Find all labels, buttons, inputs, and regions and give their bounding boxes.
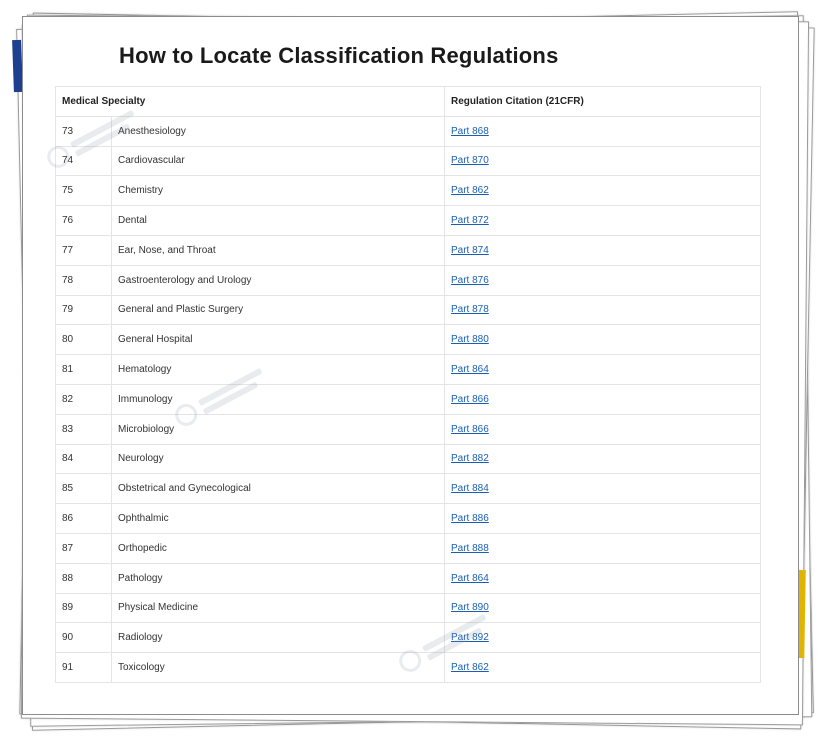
citation-cell <box>445 176 761 206</box>
specialty-name: Microbiology <box>112 414 445 444</box>
specialty-code: 83 <box>56 414 112 444</box>
specialty-name: Chemistry <box>112 176 445 206</box>
specialty-code: 90 <box>56 623 112 653</box>
citation-link[interactable]: Part 884 <box>451 483 489 495</box>
table-row <box>56 265 761 295</box>
specialty-code: 74 <box>56 146 112 176</box>
table-row <box>56 593 761 623</box>
citation-cell <box>445 474 761 504</box>
specialty-name: Anesthesiology <box>112 116 445 146</box>
page-title: How to Locate Classification Regulations <box>119 43 559 68</box>
table-row <box>56 235 761 265</box>
citation-cell <box>445 116 761 146</box>
citation-link[interactable]: Part 874 <box>451 244 489 256</box>
specialty-code: 89 <box>56 593 112 623</box>
citation-cell <box>445 384 761 414</box>
specialty-name: General and Plastic Surgery <box>112 295 445 325</box>
table-row <box>56 176 761 206</box>
table-row <box>56 414 761 444</box>
citation-cell <box>445 593 761 623</box>
specialty-code: 87 <box>56 533 112 563</box>
specialty-code: 77 <box>56 235 112 265</box>
citation-cell <box>445 444 761 474</box>
citation-link[interactable]: Part 862 <box>451 185 489 197</box>
specialty-code: 75 <box>56 176 112 206</box>
specialty-code: 84 <box>56 444 112 474</box>
document-page <box>22 16 799 715</box>
specialty-code: 80 <box>56 325 112 355</box>
specialty-name: Cardiovascular <box>112 146 445 176</box>
citation-link[interactable]: Part 882 <box>451 453 489 465</box>
specialty-code: 88 <box>56 563 112 593</box>
table-row <box>56 563 761 593</box>
table-row <box>56 384 761 414</box>
citation-cell <box>445 146 761 176</box>
citation-link[interactable]: Part 892 <box>451 632 489 644</box>
citation-link[interactable]: Part 864 <box>451 364 489 376</box>
citation-cell <box>445 235 761 265</box>
specialty-name: Ear, Nose, and Throat <box>112 235 445 265</box>
citation-link[interactable]: Part 870 <box>451 155 489 167</box>
table-row <box>56 533 761 563</box>
header-regulation-citation: Regulation Citation (21CFR) <box>445 87 761 117</box>
specialty-name: General Hospital <box>112 325 445 355</box>
citation-cell <box>445 653 761 683</box>
table-row <box>56 146 761 176</box>
citation-link[interactable]: Part 864 <box>451 572 489 584</box>
specialty-code: 85 <box>56 474 112 504</box>
specialty-name: Immunology <box>112 384 445 414</box>
specialty-name: Obstetrical and Gynecological <box>112 474 445 504</box>
table-body <box>56 116 761 682</box>
specialty-code: 81 <box>56 355 112 385</box>
citation-cell <box>445 325 761 355</box>
citation-link[interactable]: Part 880 <box>451 334 489 346</box>
specialty-code: 73 <box>56 116 112 146</box>
citation-link[interactable]: Part 890 <box>451 602 489 614</box>
specialty-code: 91 <box>56 653 112 683</box>
citation-cell <box>445 504 761 534</box>
citation-cell <box>445 563 761 593</box>
table-row <box>56 116 761 146</box>
citation-link[interactable]: Part 888 <box>451 542 489 554</box>
specialty-code: 82 <box>56 384 112 414</box>
citation-link[interactable]: Part 876 <box>451 274 489 286</box>
table-row <box>56 355 761 385</box>
specialty-name: Physical Medicine <box>112 593 445 623</box>
specialty-name: Radiology <box>112 623 445 653</box>
citation-link[interactable]: Part 862 <box>451 662 489 674</box>
citation-link[interactable]: Part 866 <box>451 393 489 405</box>
table-row <box>56 623 761 653</box>
table-row <box>56 295 761 325</box>
citation-cell <box>445 533 761 563</box>
table-row <box>56 325 761 355</box>
citation-link[interactable]: Part 866 <box>451 423 489 435</box>
specialty-code: 79 <box>56 295 112 325</box>
citation-link[interactable]: Part 886 <box>451 513 489 525</box>
specialty-code: 76 <box>56 206 112 236</box>
specialty-name: Gastroenterology and Urology <box>112 265 445 295</box>
specialty-name: Ophthalmic <box>112 504 445 534</box>
specialty-name: Orthopedic <box>112 533 445 563</box>
citation-cell <box>445 206 761 236</box>
citation-cell <box>445 265 761 295</box>
specialty-code: 78 <box>56 265 112 295</box>
citation-link[interactable]: Part 878 <box>451 304 489 316</box>
specialty-name: Toxicology <box>112 653 445 683</box>
table-row <box>56 474 761 504</box>
citation-cell <box>445 295 761 325</box>
specialty-name: Pathology <box>112 563 445 593</box>
header-medical-specialty: Medical Specialty <box>56 87 445 117</box>
table-row <box>56 653 761 683</box>
specialty-name: Dental <box>112 206 445 236</box>
citation-cell <box>445 623 761 653</box>
table-row <box>56 206 761 236</box>
citation-link[interactable]: Part 868 <box>451 125 489 137</box>
table-header-row <box>56 87 761 117</box>
specialty-name: Neurology <box>112 444 445 474</box>
table-row <box>56 444 761 474</box>
classification-table <box>55 86 761 683</box>
citation-link[interactable]: Part 872 <box>451 215 489 227</box>
specialty-name: Hematology <box>112 355 445 385</box>
table-row <box>56 504 761 534</box>
citation-cell <box>445 414 761 444</box>
citation-cell <box>445 355 761 385</box>
specialty-code: 86 <box>56 504 112 534</box>
